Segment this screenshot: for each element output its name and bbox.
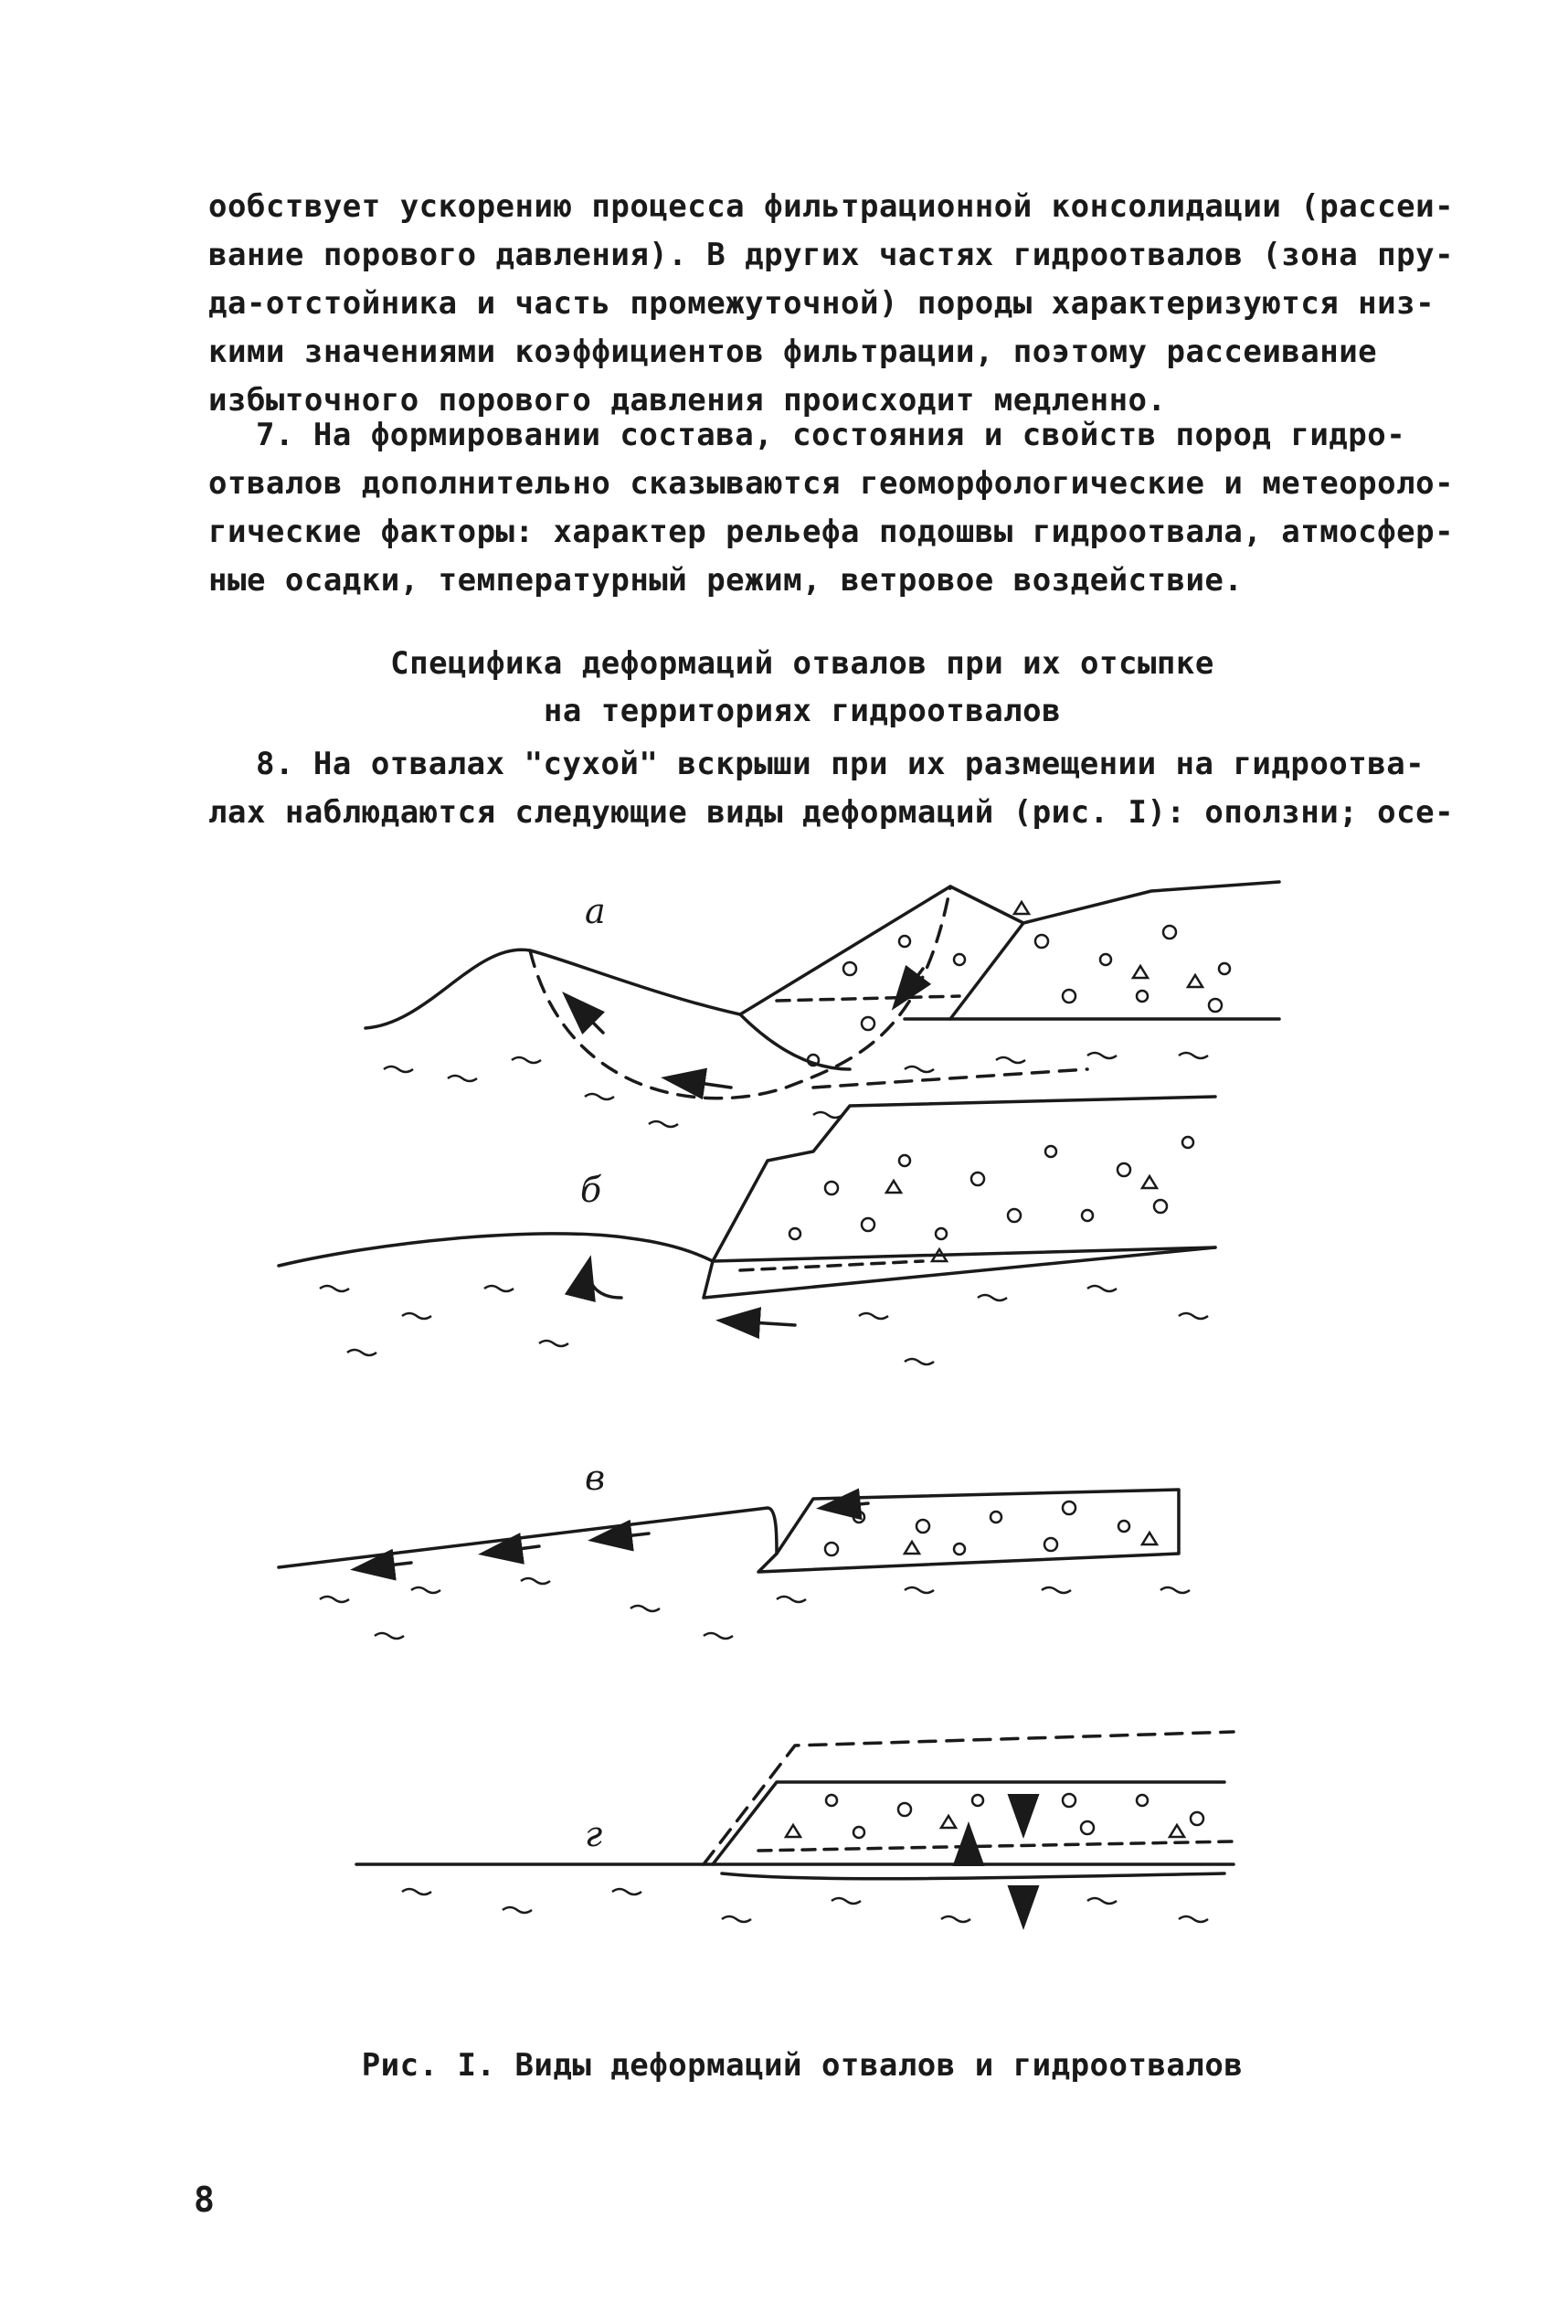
text-line: отвалов дополнительно сказываются геоморфологические и метеороло- (208, 465, 1455, 502)
inner-dashed-line (740, 1261, 923, 1270)
panel-b-diagram (279, 1069, 1215, 1325)
panel-label-a: а (585, 891, 606, 931)
paragraph-continued (208, 183, 1455, 425)
text-line: ообствует ускорению процесса фильтрационной консолидации (рассеи- (208, 188, 1455, 225)
text-line: кими значениями коэффициентов фильтрации, поэтому рассеивание (208, 334, 1378, 370)
inner-dashed-line (758, 1841, 1234, 1851)
page-number: 8 (194, 2180, 215, 2220)
text-line: 8. На отвалах "сухой" вскрыши при их размещении на гидроотва- (256, 746, 1425, 782)
text-line: гические факторы: характер рельефа подошвы гидроотвала, атмосфер- (208, 514, 1455, 550)
text-line: да-отстойника и часть промежуточной) породы характеризуются низ- (208, 285, 1436, 322)
figure-caption: Рис. I. Виды деформаций отвалов и гидроотвалов (361, 2047, 1244, 2084)
deformation-figure (265, 859, 1316, 2001)
dump-body (758, 1490, 1179, 1572)
paragraph-7 (208, 411, 1455, 605)
text-line: лах наблюдаются следующие виды деформаций (рис. I): оползни; осе- (208, 794, 1455, 831)
ground-surface (279, 1508, 777, 1567)
displacement-arrow (594, 1533, 649, 1540)
panel-label-d: г (585, 1814, 603, 1854)
heading-line: на территориях гидроотвалов (543, 693, 1062, 729)
dump-body (740, 882, 1279, 1014)
panel-c-diagram (279, 1490, 1179, 1572)
inner-dashed-line (777, 996, 959, 1001)
displacement-arrow (722, 1321, 795, 1325)
heading-line: Специфика деформаций отвалов при их отсыпке (390, 645, 1214, 682)
dump-lower-edge (740, 1014, 850, 1069)
ground-surface (279, 1234, 713, 1266)
text-line: вание порового давления). В других частях гидроотвалов (зона пру- (208, 237, 1455, 273)
panel-label-c: в (585, 1458, 606, 1498)
displacement-arrow (567, 996, 603, 1033)
dump-top-dashed (813, 1069, 1087, 1088)
dump-base (722, 1873, 1224, 1879)
ground-surface (366, 950, 740, 1028)
panel-label-b: б (580, 1170, 602, 1210)
saturated-soil-pattern (320, 1053, 1208, 1922)
displacement-arrow (822, 1503, 868, 1508)
extrusion-arrow (588, 1261, 621, 1298)
displacement-arrow (667, 1078, 731, 1088)
section-heading (208, 640, 1396, 735)
dump-inner-slope (950, 923, 1023, 1019)
text-line: ные осадки, температурный режим, ветровое воздействие. (208, 562, 1244, 599)
rock-fill-pattern (786, 902, 1230, 1838)
text-line: 7. На формировании состава, состояния и свойств пород гидро- (256, 417, 1406, 453)
text-line: избыточного порового давления происходит медленно. (208, 382, 1167, 419)
paragraph-8 (208, 740, 1455, 837)
dump-body (713, 1097, 1215, 1261)
displacement-arrow (484, 1546, 539, 1554)
displacement-arrow (356, 1563, 411, 1569)
